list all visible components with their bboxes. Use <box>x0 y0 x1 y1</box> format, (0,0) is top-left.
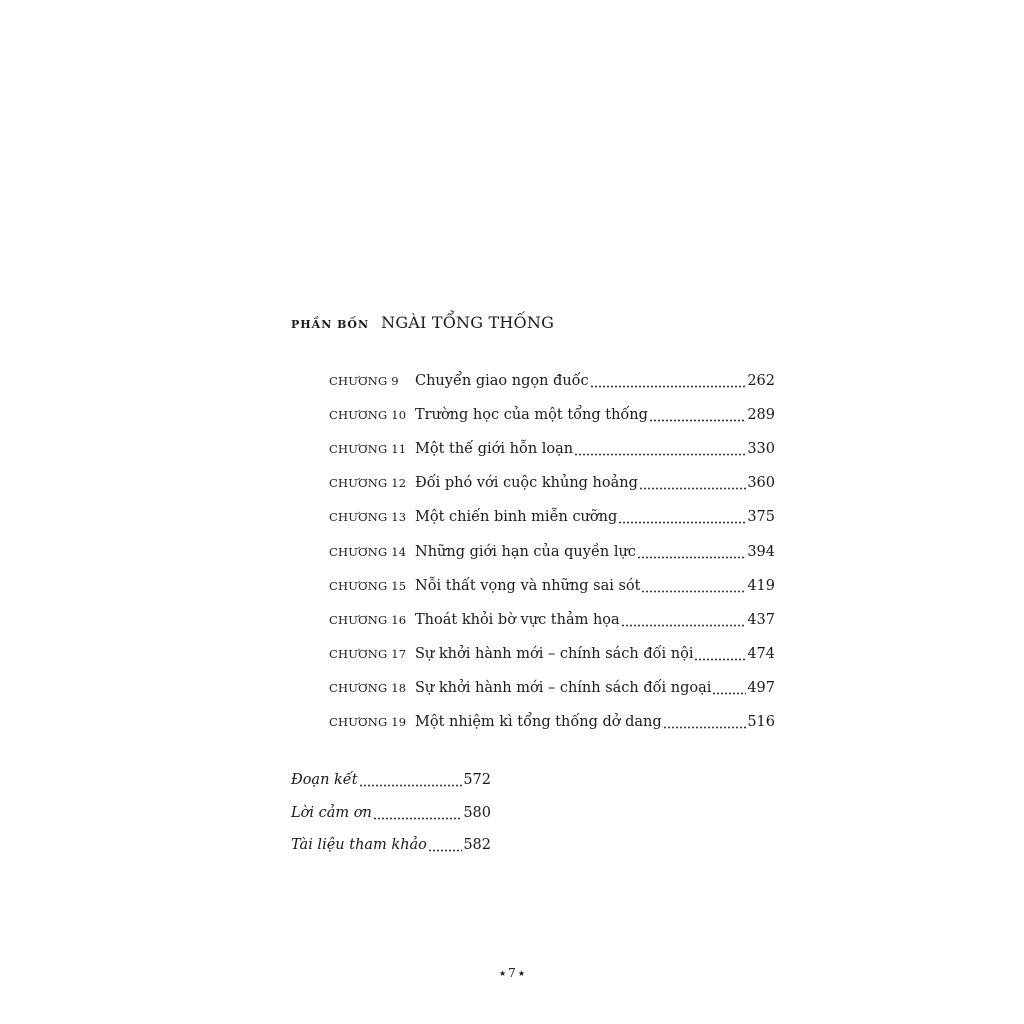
chapter-label: CHƯƠNG 11 <box>329 442 407 457</box>
chapter-title: Những giới hạn của quyền lực <box>415 543 636 560</box>
dot-leader <box>618 508 746 526</box>
dot-leader <box>639 474 746 492</box>
toc-entry-chapter-9 <box>329 364 775 398</box>
chapter-label: CHƯƠNG 19 <box>329 714 407 729</box>
chapter-page-number: 474 <box>747 645 775 662</box>
chapter-title: Trường học của một tổng thống <box>415 407 648 424</box>
toc-entry-chapter-17 <box>329 637 775 671</box>
page-folio <box>0 964 1024 983</box>
dot-leader <box>637 543 746 561</box>
part-title: NGÀI TỔNG THỐNG <box>381 313 555 332</box>
toc-entry-chapter-11 <box>329 432 775 466</box>
chapter-title: Sự khởi hành mới – chính sách đối nội <box>415 645 694 662</box>
toc-entry-chapter-14 <box>329 534 775 568</box>
dot-leader <box>590 372 747 390</box>
star-icon: ★ <box>517 969 525 978</box>
toc-entry-chapter-19 <box>329 705 775 739</box>
chapter-title: Một thế giới hỗn loạn <box>415 441 574 458</box>
chapter-label: CHƯƠNG 9 <box>329 374 399 389</box>
back-matter-page-number: 580 <box>463 804 491 821</box>
chapter-label: CHƯƠNG 14 <box>329 544 407 559</box>
chapter-page-number: 330 <box>747 441 775 458</box>
dot-leader <box>641 577 746 595</box>
dot-leader <box>373 804 463 822</box>
toc-entry-chapter-13 <box>329 500 775 534</box>
back-matter-title: Đoạn kết <box>291 772 358 789</box>
chapter-label: CHƯƠNG 15 <box>329 578 407 593</box>
toc-entry-chapter-15 <box>329 569 775 603</box>
chapter-title: Đối phó với cuộc khủng hoảng <box>415 475 638 492</box>
chapter-page-number: 360 <box>747 475 775 492</box>
chapter-label: CHƯƠNG 18 <box>329 680 407 695</box>
toc-entry-chapter-18 <box>329 671 775 705</box>
chapter-list <box>329 364 775 739</box>
toc-entry-acknowledgements <box>291 797 491 830</box>
back-matter-page-number: 572 <box>463 772 491 789</box>
part-label: PHẦN BỐN <box>291 318 370 331</box>
dot-leader <box>574 440 746 458</box>
star-icon: ★ <box>499 969 507 978</box>
chapter-page-number: 516 <box>747 713 775 730</box>
chapter-title: Thoát khỏi bờ vực thảm họa <box>415 611 620 628</box>
chapter-page-number: 262 <box>747 373 775 390</box>
chapter-title: Một nhiệm kì tổng thống dở dang <box>415 713 662 730</box>
back-matter-list <box>291 764 491 862</box>
dot-leader <box>694 645 746 663</box>
dot-leader <box>359 771 463 789</box>
toc-entry-chapter-12 <box>329 466 775 500</box>
chapter-label: CHƯƠNG 17 <box>329 646 407 661</box>
chapter-title: Chuyển giao ngọn đuốc <box>415 373 589 390</box>
back-matter-title: Tài liệu tham khảo <box>291 837 427 854</box>
toc-entry-chapter-10 <box>329 398 775 432</box>
chapter-title: Nỗi thất vọng và những sai sót <box>415 577 641 594</box>
chapter-page-number: 375 <box>747 509 775 526</box>
chapter-page-number: 497 <box>747 679 775 696</box>
back-matter-title: Lời cảm ơn <box>291 804 372 821</box>
chapter-label: CHƯƠNG 16 <box>329 612 407 627</box>
chapter-page-number: 394 <box>747 543 775 560</box>
dot-leader <box>649 406 746 424</box>
part-heading <box>291 312 554 336</box>
chapter-label: CHƯƠNG 13 <box>329 510 407 525</box>
dot-leader <box>663 713 747 731</box>
back-matter-page-number: 582 <box>463 837 491 854</box>
chapter-page-number: 419 <box>747 577 775 594</box>
chapter-page-number: 289 <box>747 407 775 424</box>
chapter-title: Một chiến binh miễn cưỡng <box>415 509 618 526</box>
chapter-page-number: 437 <box>747 611 775 628</box>
chapter-label: CHƯƠNG 12 <box>329 476 407 491</box>
dot-leader <box>428 836 462 854</box>
toc-entry-epilogue <box>291 764 491 797</box>
toc-entry-chapter-16 <box>329 603 775 637</box>
chapter-label: CHƯƠNG 10 <box>329 408 407 423</box>
folio-number: 7 <box>508 966 516 980</box>
toc-entry-references <box>291 829 491 862</box>
dot-leader <box>712 679 746 697</box>
dot-leader <box>621 611 747 629</box>
chapter-title: Sự khởi hành mới – chính sách đối ngoại <box>415 679 712 696</box>
